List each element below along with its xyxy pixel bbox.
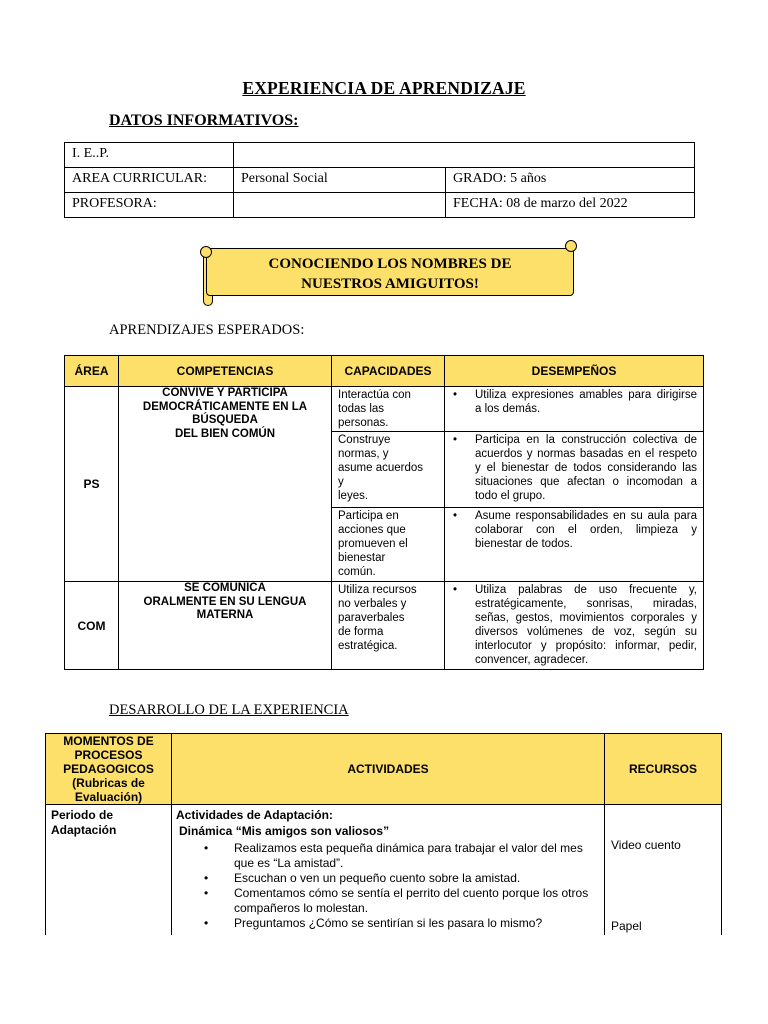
competencia-ps-line: DEL BIEN COMÚN [174, 427, 276, 440]
capacidad-cell [332, 582, 445, 670]
header-momentos-line: MOMENTOS DE [63, 734, 154, 748]
header-momentos [46, 734, 172, 805]
capacidad-line: acciones que [338, 524, 406, 536]
bullet-icon: • [204, 871, 209, 885]
bullet-icon: • [204, 841, 209, 855]
competencia-com [119, 582, 332, 670]
fecha-value: FECHA: 08 de marzo del 2022 [446, 193, 695, 218]
actividad-item [176, 871, 600, 886]
bullet-icon: • [453, 434, 458, 446]
area-value: Personal Social [234, 168, 446, 193]
competencia-ps [119, 387, 332, 582]
actividad-text: Preguntamos ¿Cómo se sentirían si les pasara lo mismo? [234, 916, 543, 930]
header-rubricas-line: (Rubricas de [72, 776, 145, 790]
dev-header-row [46, 734, 722, 805]
capacidad-line: paraverbales [338, 612, 405, 624]
capacidad-line: normas, y [338, 448, 389, 460]
competencia-ps-line: BÚSQUEDA [192, 414, 258, 426]
capacidad-line: bienestar [338, 552, 386, 564]
actividad-text: Comentamos cómo se sentía el perrito del cuento porque los otros compañeros lo molestan. [234, 886, 589, 915]
bullet-icon: • [453, 584, 458, 596]
area-com: COM [65, 582, 119, 670]
recursos-cell [605, 805, 722, 935]
capacidad-line: promueven el [338, 538, 408, 550]
competencia-ps-line: CONVIVE Y PARTICIPA [162, 387, 288, 399]
banner-title [206, 248, 574, 296]
info-row-profesora [65, 193, 695, 218]
capacidad-line: Interactúa con [338, 389, 411, 401]
desempeno-cell [445, 582, 704, 670]
banner-line-1: CONOCIENDO LOS NOMBRES DE [268, 256, 512, 272]
grado-value: GRADO: 5 años [446, 168, 695, 193]
area-label: AREA CURRICULAR: [65, 168, 234, 193]
competencia-com-line: ORALMENTE EN SU LENGUA [143, 595, 307, 608]
capacidad-line: común. [338, 566, 376, 578]
area-ps: PS [65, 387, 119, 582]
scroll-left-curl [200, 246, 212, 258]
desempeno-item [451, 433, 697, 503]
recurso-video: Video cuento [611, 838, 681, 852]
bullet-icon: • [204, 916, 209, 930]
desempeno-item [451, 583, 697, 667]
actividades-list [176, 841, 600, 931]
actividad-item [176, 916, 600, 931]
capacidad-line: estratégica. [338, 640, 398, 652]
aprendizajes-heading: APRENDIZAJES ESPERADOS: [109, 322, 305, 338]
dev-row-adaptacion [46, 805, 722, 935]
iep-value [234, 143, 695, 168]
desempeno-cell [445, 432, 704, 508]
desempeno-text: Utiliza palabras de uso frecuente y, estratégicamente, sonrisas, miradas, señas, gestos, movimientos corporales y diversos volúmenes de voz, según su interlocutor y propósito: informar, pedir, convencer, agradecer. [475, 584, 697, 666]
capacidad-line: y [338, 476, 344, 488]
info-row-area [65, 168, 695, 193]
iep-label: I. E..P. [65, 143, 234, 168]
actividad-item [176, 841, 600, 871]
capacidad-line: no verbales y [338, 598, 407, 610]
actividad-text: Escuchan o ven un pequeño cuento sobre la amistad. [234, 871, 521, 885]
header-momentos-line: PROCESOS [74, 748, 143, 762]
desempeno-cell [445, 508, 704, 582]
actividad-text: Realizamos esta pequeña dinámica para trabajar el valor del mes que es “La amistad”. [234, 841, 583, 870]
competencias-table [64, 355, 704, 670]
competencia-com-line: SE COMUNICA [184, 582, 266, 594]
desarrollo-heading: DESARROLLO DE LA EXPERIENCIA [109, 702, 349, 718]
dinamica-title: Dinámica “Mis amigos son valiosos” [179, 824, 390, 838]
act-title: Actividades de Adaptación: [176, 808, 333, 822]
capacidad-line: asume acuerdos [338, 462, 424, 474]
capacidad-line: todas las [338, 403, 385, 415]
capacidad-line: personas. [338, 417, 389, 429]
capacidad-line: de forma [338, 626, 384, 638]
momento-text: Periodo de Adaptación [51, 808, 117, 837]
header-recursos: RECURSOS [605, 734, 722, 805]
bullet-icon: • [453, 510, 458, 522]
bullet-icon: • [204, 886, 209, 900]
competencia-com-line: MATERNA [196, 609, 254, 621]
info-row-iep [65, 143, 695, 168]
capacidad-cell [332, 432, 445, 508]
desempeno-text: Participa en la construcción colectiva de acuerdos y normas basadas en el respeto y el bienestar de todos considerando las situaciones que afectan o incomodan a todo el grupo. [475, 434, 697, 502]
header-area: ÁREA [65, 356, 119, 387]
desempeno-cell [445, 387, 704, 432]
header-desempenos: DESEMPEÑOS [445, 356, 704, 387]
desempeno-item [451, 388, 697, 416]
header-rubricas-line: Evaluación) [74, 790, 143, 804]
com-row [65, 582, 704, 670]
capacidad-line: Utiliza recursos [338, 584, 417, 596]
actividad-item [176, 886, 600, 916]
desarrollo-table [45, 733, 722, 935]
header-actividades: ACTIVIDADES [172, 734, 605, 805]
actividades-cell [172, 805, 605, 935]
info-table [64, 142, 695, 218]
banner-line-2: NUESTROS AMIGUITOS! [301, 276, 479, 292]
desempeno-text: Asume responsabilidades en su aula para colaborar con el orden, limpieza y bienestar de todos. [475, 510, 697, 550]
capacidad-line: Construye [338, 434, 391, 446]
page-title: EXPERIENCIA DE APRENDIZAJE [242, 78, 526, 98]
capacidad-cell [332, 387, 445, 432]
capacidad-line: Participa en [338, 510, 399, 522]
ps-row-1 [65, 387, 704, 432]
header-capacidades: CAPACIDADES [332, 356, 445, 387]
momento-cell [46, 805, 172, 935]
recurso-papel: Papel [611, 919, 642, 933]
capacidad-cell [332, 508, 445, 582]
competencia-ps-line: DEMOCRÁTICAMENTE EN LA [142, 400, 308, 413]
header-competencias: COMPETENCIAS [119, 356, 332, 387]
profesora-label: PROFESORA: [65, 193, 234, 218]
profesora-value [234, 193, 446, 218]
scroll-right-curl [565, 240, 577, 252]
bullet-icon: • [453, 389, 458, 401]
datos-heading: DATOS INFORMATIVOS: [109, 112, 299, 129]
desempeno-item [451, 509, 697, 551]
desempeno-text: Utiliza expresiones amables para dirigirse a los demás. [475, 389, 697, 415]
capacidad-line: leyes. [338, 490, 369, 502]
comp-header-row [65, 356, 704, 387]
header-momentos-line: PEDAGOGICOS [63, 762, 154, 776]
